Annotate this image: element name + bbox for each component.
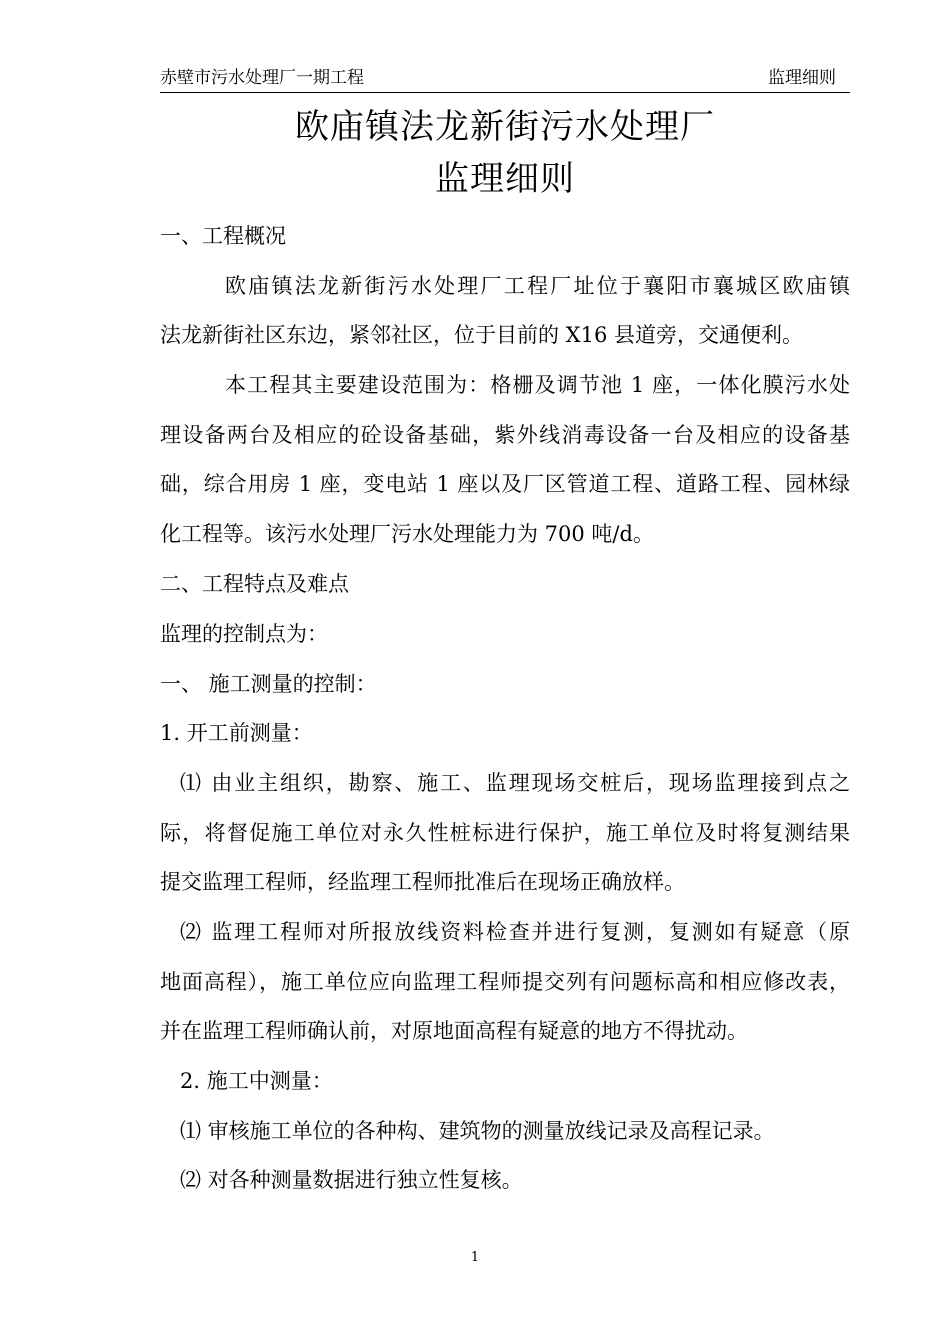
document-title: 欧庙镇法龙新街污水处理厂	[295, 107, 715, 147]
paragraph-line: 法龙新街社区东边，紧邻社区，位于目前的 X16 县道旁，交通便利。	[160, 323, 804, 347]
section1-heading: 一、工程概况	[160, 224, 286, 248]
paragraph-line: 理设备两台及相应的砼设备基础，紫外线消毒设备一台及相应的设备基	[160, 423, 850, 447]
item-heading: 2. 施工中测量：	[180, 1069, 333, 1093]
paragraph-line: 本工程其主要建设范围为：格栅及调节池 1 座，一体化膜污水处	[225, 373, 850, 397]
paragraph-line: ⑵ 监理工程师对所报放线资料检查并进行复测，复测如有疑意（原	[180, 920, 850, 944]
paragraph-line: 际，将督促施工单位对永久性桩标进行保护，施工单位及时将复测结果	[160, 821, 850, 845]
paragraph-line: 并在监理工程师确认前，对原地面高程有疑意的地方不得扰动。	[160, 1019, 748, 1043]
paragraph-line: ⑴ 由业主组织，勘察、施工、监理现场交桩后，现场监理接到点之	[180, 771, 850, 795]
page-number: 1	[470, 1250, 480, 1265]
document-subtitle: 监理细则	[435, 159, 575, 199]
subsection-heading: 一、 施工测量的控制：	[160, 672, 377, 696]
header-document-type: 监理细则	[768, 68, 836, 88]
paragraph-line: 欧庙镇法龙新街污水处理厂工程厂址位于襄阳市襄城区欧庙镇	[225, 274, 850, 298]
header-project-name: 赤壁市污水处理厂一期工程	[160, 68, 364, 88]
paragraph-line: 化工程等。该污水处理厂污水处理能力为 700 吨/d。	[160, 522, 654, 546]
paragraph-line: ⑴ 审核施工单位的各种构、建筑物的测量放线记录及高程记录。	[180, 1119, 775, 1143]
paragraph-line: ⑵ 对各种测量数据进行独立性复核。	[180, 1168, 523, 1192]
section2-heading: 二、工程特点及难点	[160, 572, 349, 596]
control-points-label: 监理的控制点为：	[160, 622, 328, 646]
page-header	[160, 64, 850, 93]
paragraph-line: 础，综合用房 1 座，变电站 1 座以及厂区管道工程、道路工程、园林绿	[160, 472, 850, 496]
item-heading: 1. 开工前测量：	[160, 721, 313, 745]
paragraph-line: 地面高程），施工单位应向监理工程师提交列有问题标高和相应修改表，	[160, 970, 850, 994]
paragraph-line: 提交监理工程师，经监理工程师批准后在现场正确放样。	[160, 870, 685, 894]
